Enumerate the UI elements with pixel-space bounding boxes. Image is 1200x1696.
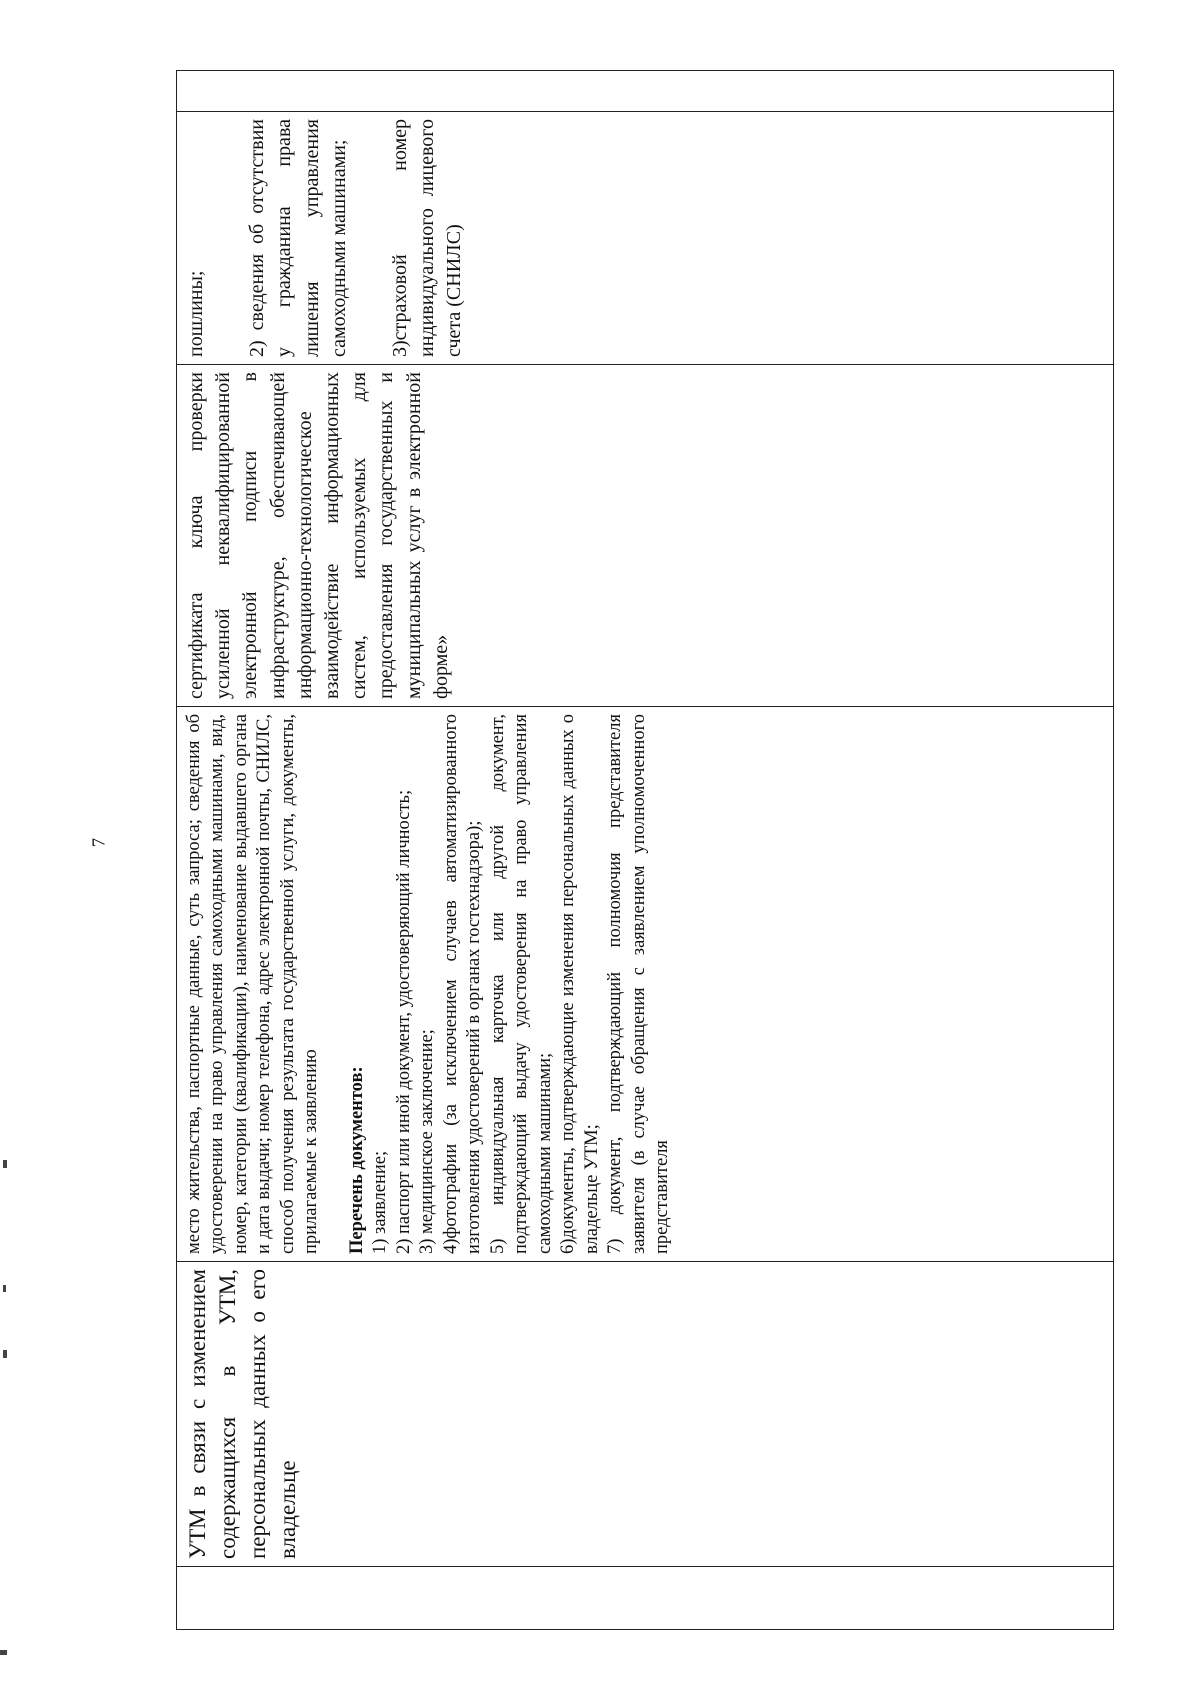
scan-mark <box>3 1350 7 1358</box>
page-number: 7 <box>88 838 109 847</box>
document-item: 7) документ, подтверждающий полномочия представителя заявителя (в случае обращения с заявлением уполномоченного представителя <box>605 714 673 1254</box>
document-item: 4)фотографии (за исключением случаев автоматизированного изготовления удостоверений в органах гостехнадзора); <box>440 714 485 1254</box>
document-item: 6)документы, подтверждающие изменения персональных данных о владельце УТМ; <box>558 714 602 1254</box>
service-description-cell <box>177 1262 1114 1567</box>
interagency-item: 2) сведения об отсутствии у гражданина права лишения управления самоходными машинами; <box>246 119 350 357</box>
services-table <box>176 70 1114 1630</box>
document-item: 1) заявление; <box>370 1150 391 1254</box>
signature-cell <box>177 365 1114 707</box>
interagency-item: пошлины; <box>185 270 207 357</box>
request-details: место жительства, паспортные данные, суть запроса; сведения об удостоверении на право управления самоходными машинами, вид, номер, категории (квалификации), наименование выдавшего органа и дата выдачи; номер телефона, адрес электронной почты, СНИЛС, способ получения результата государственной услуги, документы, прилагаемые к заявлению <box>184 714 322 1254</box>
document-item: 5) индивидуальная карточка или другой документ, подтверждающий выдачу удостоверения на право управления самоходными машинами; <box>487 714 555 1254</box>
interagency-item: 3)страховой номер индивидуального лицевого счета (СНИЛС) <box>388 119 466 357</box>
table-row <box>177 71 1114 1630</box>
number-cell <box>177 1567 1114 1630</box>
scan-mark <box>3 1160 7 1168</box>
document-item: 3) медицинское заключение; <box>417 1029 438 1254</box>
rotated-table-wrapper <box>176 70 1114 1630</box>
service-description: УТМ в связи с изменением содержащихся в УТМ, персональных данных о его владельце <box>185 1269 300 1559</box>
empty-cell <box>177 71 1114 112</box>
scan-mark <box>3 1285 6 1292</box>
signature-text: сертификата ключа проверки усиленной неквалифицированной электронной подписи в инфраструктуре, обеспечивающей информационно-технологическое взаимодействие информационных систем, используемых для предоставления государственных и муниципальных услуг в электронной форме» <box>185 372 452 699</box>
scan-mark <box>0 1650 7 1655</box>
request-details-cell <box>177 707 1114 1262</box>
documents-heading: Перечень документов: <box>346 1066 367 1254</box>
interagency-cell <box>177 112 1114 365</box>
document-item: 2) паспорт или иной документ, удостоверяющий личность; <box>393 789 414 1254</box>
